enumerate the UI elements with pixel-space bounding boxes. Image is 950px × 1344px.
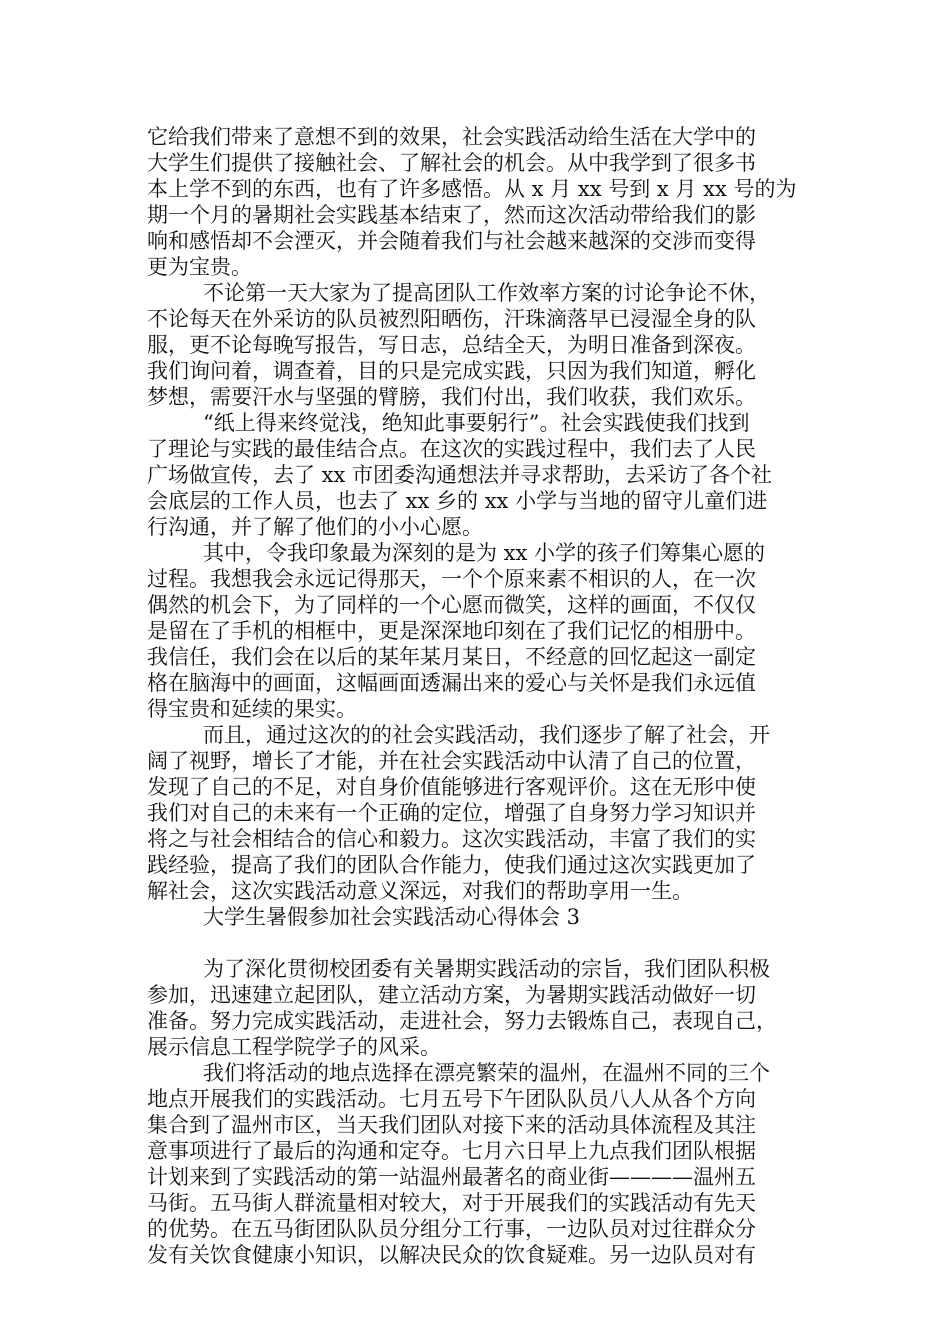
text-line: 地点开展我们的实践活动。七月五号下午团队队员八人从各个方向 <box>147 1087 756 1111</box>
text-line: 是留在了手机的相框中，更是深深地印刻在了我们记忆的相册中。 <box>147 619 756 643</box>
text-line: 偶然的机会下，为了同样的一个心愿而微笑，这样的画面，不仅仅 <box>147 593 756 617</box>
text-line: 不论每天在外采访的队员被烈阳晒伤，汗珠滴落早已浸湿全身的队 <box>147 307 756 331</box>
text-line: 阔了视野，增长了才能，并在社会实践活动中认清了自己的位置， <box>147 749 756 773</box>
paragraph-start: 我们将活动的地点选择在漂亮繁荣的温州，在温州不同的三个 <box>203 1061 770 1085</box>
text-line: 解社会，这次实践活动意义深远，对我们的帮助享用一生。 <box>147 879 693 903</box>
text-line: 展示信息工程学院学子的风采。 <box>147 1035 441 1059</box>
text-line: 期一个月的暑期社会实践基本结束了，然而这次活动带给我们的影 <box>147 203 756 227</box>
text-line: 它给我们带来了意想不到的效果，社会实践活动给生活在大学中的 <box>147 125 756 149</box>
text-line: 广场做宣传，去了 xx 市团委沟通想法并寻求帮助，去采访了各个社 <box>147 463 773 487</box>
text-line: 过程。我想我会永远记得那天，一个个原来素不相识的人，在一次 <box>147 567 756 591</box>
paragraph-start: 而且，通过这次的的社会实践活动，我们逐步了解了社会，开 <box>203 723 770 747</box>
paragraph-start: 其中，令我印象最为深刻的是为 xx 小学的孩子们筹集心愿的 <box>203 541 766 565</box>
text-line: 发现了自己的不足，对自身价值能够进行客观评价。这在无形中使 <box>147 775 756 799</box>
text-line: 梦想，需要汗水与坚强的臂膀，我们付出，我们收获，我们欢乐。 <box>147 385 756 409</box>
text-line: 将之与社会相结合的信心和毅力。这次实践活动，丰富了我们的实 <box>147 827 756 851</box>
paragraph-start: 不论第一天大家为了提高团队工作效率方案的讨论争论不休， <box>203 281 770 305</box>
text-line: 发有关饮食健康小知识，以解决民众的饮食疑难。另一边队员对有 <box>147 1243 756 1267</box>
text-line: 我们询问着，调查着，目的只是完成实践，只因为我们知道，孵化 <box>147 359 756 383</box>
text-line: 更为宝贵。 <box>147 255 252 279</box>
section-heading: 大学生暑假参加社会实践活动心得体会 3 <box>203 905 581 929</box>
text-line: 我们对自己的未来有一个正确的定位，增强了自身努力学习知识并 <box>147 801 756 825</box>
text-line: 参加，迅速建立起团队，建立活动方案，为暑期实践活动做好一切 <box>147 983 756 1007</box>
text-line: 践经验，提高了我们的团队合作能力，使我们通过这次实践更加了 <box>147 853 756 877</box>
text-line: 得宝贵和延续的果实。 <box>147 697 357 721</box>
text-line: 本上学不到的东西，也有了许多感悟。从 x 月 xx 号到 x 月 xx 号的为 <box>147 177 797 201</box>
text-line: 马街。五马街人群流量相对较大，对于开展我们的实践活动有先天 <box>147 1191 756 1215</box>
text-line: 的优势。在五马街团队队员分组分工行事，一边队员对过往群众分 <box>147 1217 756 1241</box>
text-line: 准备。努力完成实践活动，走进社会，努力去锻炼自己，表现自己， <box>147 1009 777 1033</box>
text-line: 响和感悟却不会湮灭，并会随着我们与社会越来越深的交涉而变得 <box>147 229 756 253</box>
text-line: 行沟通，并了解了他们的小小心愿。 <box>147 515 483 539</box>
text-line: 服，更不论每晚写报告，写日志，总结全天，为明日准备到深夜。 <box>147 333 756 357</box>
blank-line <box>147 930 827 956</box>
paragraph-start: “纸上得来终觉浅，绝知此事要躬行”。社会实践使我们找到 <box>203 411 750 435</box>
text-line: 大学生们提供了接触社会、了解社会的机会。从中我学到了很多书 <box>147 151 756 175</box>
text-line: 计划来到了实践活动的第一站温州最著名的商业街————温州五 <box>147 1165 756 1189</box>
text-line: 我信任，我们会在以后的某年某月某日，不经意的回忆起这一副定 <box>147 645 756 669</box>
text-line: 格在脑海中的画面，这幅画面透漏出来的爱心与关怀是我们永远值 <box>147 671 756 695</box>
text-line: 意事项进行了最后的沟通和定夺。七月六日早上九点我们团队根据 <box>147 1139 756 1163</box>
text-line: 了理论与实践的最佳结合点。在这次的实践过程中，我们去了人民 <box>147 437 756 461</box>
text-line: 会底层的工作人员，也去了 xx 乡的 xx 小学与当地的留守儿童们进 <box>147 489 768 513</box>
text-line: 集合到了温州市区，当天我们团队对接下来的活动具体流程及其注 <box>147 1113 756 1137</box>
body-text <box>147 124 827 1268</box>
paragraph-start: 为了深化贯彻校团委有关暑期实践活动的宗旨，我们团队积极 <box>203 957 770 981</box>
